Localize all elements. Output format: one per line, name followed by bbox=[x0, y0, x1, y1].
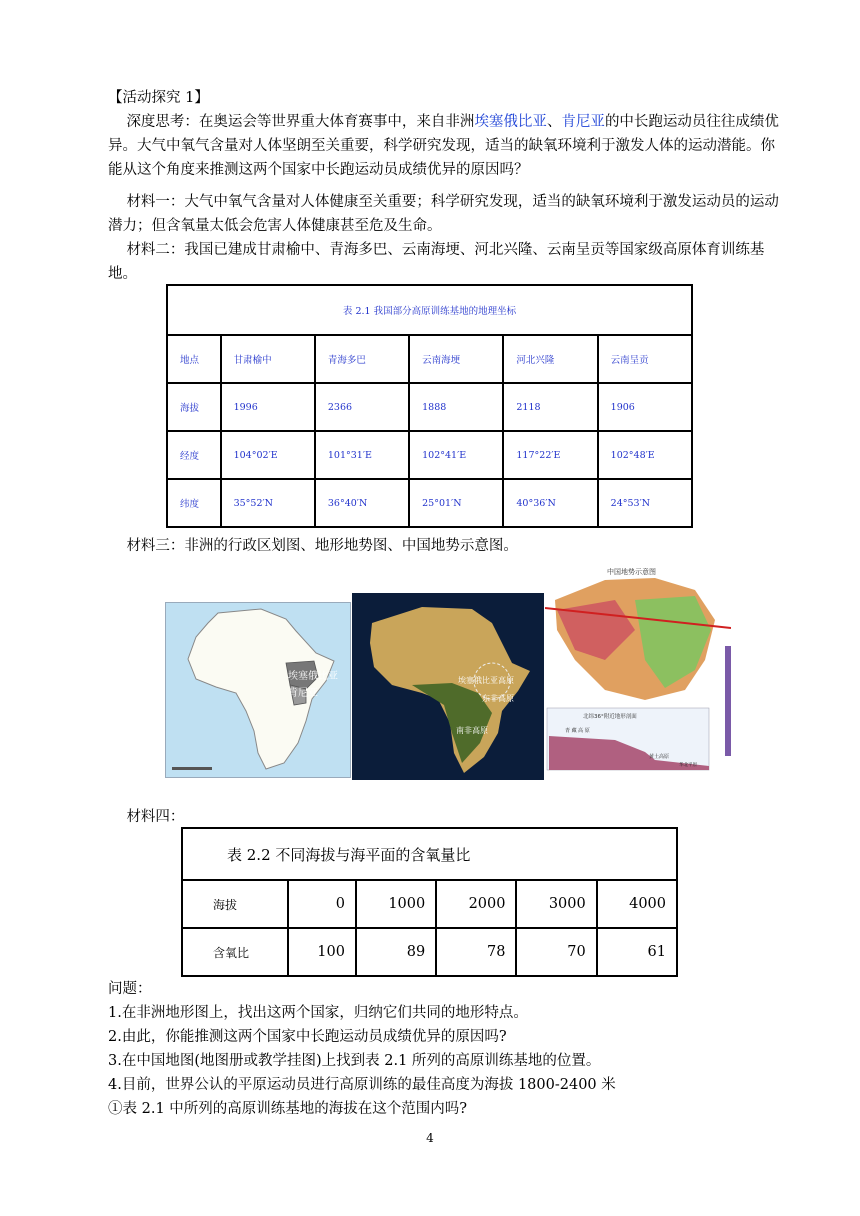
material-1-text: 材料一：大气中氧气含量对人体健康至关重要；科学研究发现，适当的缺氧环境利于激发运动员的运动潜力；但含氧量太低会危害人体健康甚至危及生命。 bbox=[108, 194, 779, 234]
profile-label-loess: 黄土高原 bbox=[649, 754, 670, 760]
table-cell: 1888 bbox=[409, 383, 503, 431]
table-row bbox=[182, 880, 677, 928]
separator: 、 bbox=[546, 114, 562, 130]
africa-outline bbox=[166, 603, 350, 777]
china-terrain-map bbox=[545, 560, 731, 778]
label-ethiopia: 埃塞俄比亚 bbox=[288, 671, 338, 682]
table-cell: 2000 bbox=[436, 880, 516, 928]
table-cell: 经度 bbox=[167, 431, 221, 479]
label-east-african-plateau: 东非高原 bbox=[482, 694, 514, 703]
question-4-sub-1: ①表 2.1 中所列的高原训练基地的海拔在这个范围内吗? bbox=[108, 1101, 468, 1117]
table1-caption: 表 2.1 我国部分高原训练基地的地理坐标 bbox=[167, 285, 692, 335]
material-3 bbox=[108, 534, 784, 558]
table-cell: 102°48′E bbox=[598, 431, 692, 479]
table-cell: 含氧比 bbox=[182, 928, 288, 976]
table-oxygen-ratio bbox=[181, 827, 678, 977]
material-4-text: 材料四： bbox=[126, 809, 185, 825]
material-2 bbox=[108, 238, 784, 286]
table-row bbox=[167, 335, 692, 383]
label-kenya: 肯尼亚 bbox=[288, 688, 318, 699]
table-cell: 35°52′N bbox=[221, 479, 315, 527]
table-training-bases bbox=[166, 284, 693, 528]
page-number: 4 bbox=[426, 1131, 434, 1145]
table-cell: 云南海埂 bbox=[409, 335, 503, 383]
table-cell: 102°41′E bbox=[409, 431, 503, 479]
table-cell: 104°02′E bbox=[221, 431, 315, 479]
table-cell: 25°01′N bbox=[409, 479, 503, 527]
table-cell: 36°40′N bbox=[315, 479, 409, 527]
table-cell: 3000 bbox=[516, 880, 596, 928]
question-4: 4.目前，世界公认的平原运动员进行高原训练的最佳高度为海拔 1800-2400 米 bbox=[108, 1077, 616, 1093]
table-cell: 117°22′E bbox=[503, 431, 597, 479]
table-cell: 2118 bbox=[503, 383, 597, 431]
deep-thinking-paragraph bbox=[108, 110, 784, 182]
country-kenya: 肯尼亚 bbox=[561, 114, 605, 130]
table-row bbox=[182, 928, 677, 976]
activity-heading: 【活动探究 1】 bbox=[108, 90, 209, 106]
china-relief bbox=[545, 560, 731, 778]
table-row bbox=[167, 431, 692, 479]
questions-title: 问题： bbox=[108, 981, 152, 997]
table-cell: 2366 bbox=[315, 383, 409, 431]
table-cell: 甘肃榆中 bbox=[221, 335, 315, 383]
question-2: 2.由此，你能推测这两个国家中长跑运动员成绩优异的原因吗? bbox=[108, 1029, 507, 1045]
deep-thinking-rest: 的中长跑运动员往往成绩优异。大气中氧气含量对人体坚朗至关重要，科学研究发现，适当的缺氧环境利于激发人体的运动潜能。你能从这个角度来推测这两个国家中长跑运动员成绩优异的原因吗？ bbox=[108, 114, 779, 178]
table2-caption: 表 2.2 不同海拔与海平面的含氧量比 bbox=[182, 828, 677, 880]
label-south-african-plateau: 南非高原 bbox=[456, 726, 488, 735]
table-cell: 61 bbox=[597, 928, 677, 976]
deep-thinking-prefix: 深度思考：在奥运会等世界重大体育赛事中，来自非洲 bbox=[126, 114, 475, 130]
table-cell: 78 bbox=[436, 928, 516, 976]
africa-political-map bbox=[165, 602, 351, 778]
table-cell: 24°53′N bbox=[598, 479, 692, 527]
table-cell: 1996 bbox=[221, 383, 315, 431]
table-cell: 70 bbox=[516, 928, 596, 976]
table-cell: 100 bbox=[288, 928, 356, 976]
question-3: 3.在中国地图(地图册或教学挂图)上找到表 2.1 所列的高原训练基地的位置。 bbox=[108, 1053, 601, 1069]
country-ethiopia: 埃塞俄比亚 bbox=[474, 114, 547, 130]
label-ethiopian-highland: 埃塞俄比亚高原 bbox=[458, 676, 514, 685]
table-cell: 0 bbox=[288, 880, 356, 928]
profile-title: 北纬36°附近地形剖面 bbox=[583, 714, 637, 720]
profile-label-qinghai-tibet: 青 藏 高 原 bbox=[565, 728, 590, 734]
table-cell: 云南呈贡 bbox=[598, 335, 692, 383]
table-cell: 地点 bbox=[167, 335, 221, 383]
africa-satellite bbox=[352, 593, 544, 780]
table-cell: 纬度 bbox=[167, 479, 221, 527]
table-cell: 4000 bbox=[597, 880, 677, 928]
material-2-text: 材料二：我国已建成甘肃榆中、青海多巴、云南海埂、河北兴隆、云南呈贡等国家级高原体育训练基地。 bbox=[108, 242, 765, 282]
table-cell: 40°36′N bbox=[503, 479, 597, 527]
table-cell: 89 bbox=[356, 928, 436, 976]
table-cell: 青海多巴 bbox=[315, 335, 409, 383]
material-1 bbox=[108, 190, 784, 238]
table-cell: 101°31′E bbox=[315, 431, 409, 479]
table-cell: 海拔 bbox=[182, 880, 288, 928]
africa-terrain-map bbox=[352, 593, 544, 780]
material-4 bbox=[108, 805, 784, 829]
question-1: 1.在非洲地形图上，找出这两个国家，归纳它们共同的地形特点。 bbox=[108, 1005, 528, 1021]
table-cell: 1906 bbox=[598, 383, 692, 431]
profile-label-north-china-plain: 华北平原 bbox=[679, 763, 697, 768]
table-cell: 河北兴隆 bbox=[503, 335, 597, 383]
table-cell: 海拔 bbox=[167, 383, 221, 431]
material-3-text: 材料三：非洲的行政区划图、地形地势图、中国地势示意图。 bbox=[126, 538, 518, 554]
table-row bbox=[167, 479, 692, 527]
table-cell: 1000 bbox=[356, 880, 436, 928]
table-row bbox=[167, 383, 692, 431]
china-map-title: 中国地势示意图 bbox=[607, 568, 656, 576]
